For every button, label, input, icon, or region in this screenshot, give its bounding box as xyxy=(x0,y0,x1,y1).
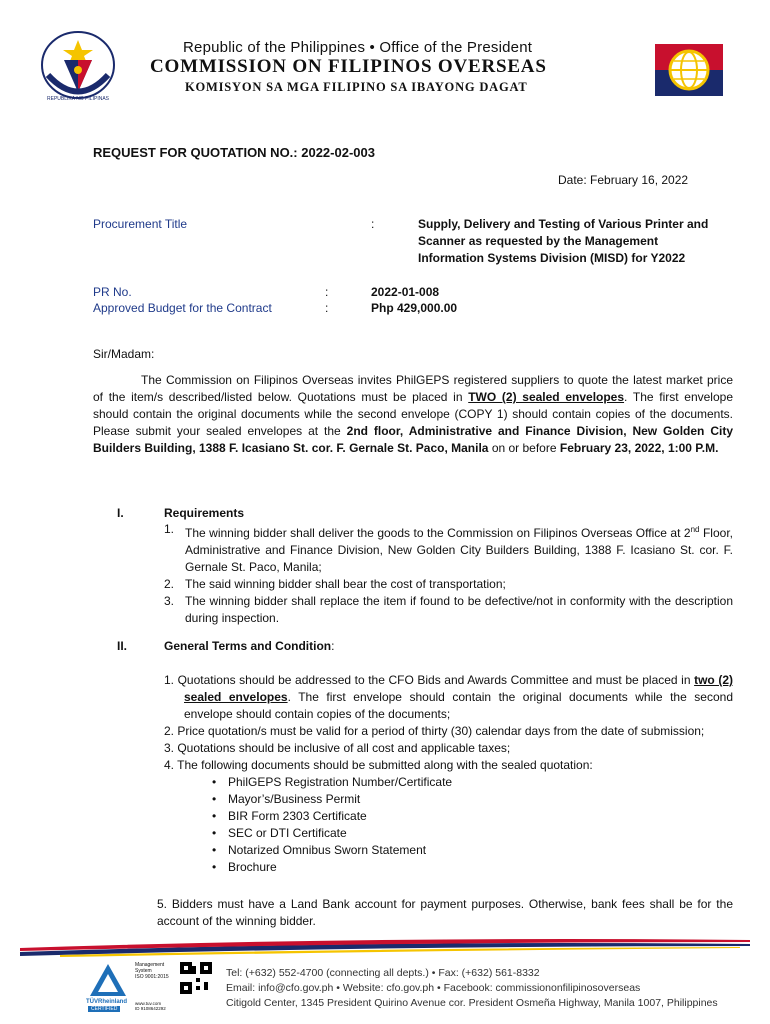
footer-contact xyxy=(226,966,718,1011)
cert-url: www.tuv.com xyxy=(135,1001,162,1006)
section-1-number: I. xyxy=(117,506,124,520)
pr-no-colon: : xyxy=(325,285,329,299)
submission-address: 2nd floor, Administrative and Finance Division, New Golden City Builders Building, 1388 F. Icasiano St. cor. F. Gernale St. Paco, Manila xyxy=(93,424,733,455)
philippine-seal-icon xyxy=(38,30,118,104)
footer-email-web: Email: info@cfo.gov.ph • Website: cfo.gov.ph • Facebook: commissiononfilipinosoverseas xyxy=(226,982,641,994)
list-item: • PhilGEPS Registration Number/Certificate xyxy=(206,774,733,791)
procurement-title-value: Supply, Delivery and Testing of Various Printer and Scanner as requested by the Management Information Systems Division (MISD) for Y2022 xyxy=(418,217,709,265)
list-item: • Brochure xyxy=(206,859,733,876)
cert-label-2: System xyxy=(135,968,152,974)
section-2-number: II. xyxy=(117,639,128,653)
footer-swoosh-divider xyxy=(20,936,750,958)
pr-no-value: 2022-01-008 xyxy=(371,285,440,299)
cfo-globe-logo-icon xyxy=(655,44,723,96)
section-2-title: General Terms and Condition: xyxy=(164,639,335,653)
invitation-paragraph: The Commission on Filipinos Overseas invites PhilGEPS registered suppliers to quote the latest market price of the item/s described/listed below. Quotations must be placed in TWO (2) sealed envelopes. The first envelope should contain the original documents while the second envelope (COPY 1) should contain copies of the documents. Please submit your sealed envelopes at the 2nd floor, Administrative and Finance Division, New Golden City Builders Building, 1388 F. Icasiano St. cor. F. Gernale St. Paco, Manila on or before February 23, 2022, 1:00 P.M. xyxy=(93,373,733,455)
list-item: 4. The following documents should be submitted along with the sealed quotation: xyxy=(164,758,593,772)
seal-text: REPUBLIKA NG PILIPINAS xyxy=(47,96,109,102)
qr-code-icon xyxy=(180,962,212,994)
header-commission-title: COMMISSION ON FILIPINOS OVERSEAS xyxy=(150,56,547,77)
list-item: 3. Quotations should be inclusive of all cost and applicable taxes; xyxy=(164,741,511,755)
list-item: 1. The winning bidder shall deliver the goods to the Commission on Filipinos Overseas Office at 2nd Floor, Administrative and Finance Division, New Golden City Builders Building, 1388 F. Icasiano St. cor. F. Gernale St. Paco, Manila; xyxy=(164,522,733,574)
rfq-date: Date: February 16, 2022 xyxy=(558,173,689,187)
list-item: • BIR Form 2303 Certificate xyxy=(206,808,733,825)
footer-phone: Tel: (+632) 552-4700 (connecting all depts.) • Fax: (+632) 561-8332 xyxy=(226,967,540,979)
footer-address: Citigold Center, 1345 President Quirino Avenue cor. President Osmeña Highway, Manila 1007, Philippines xyxy=(226,997,718,1009)
header-line-republic: Republic of the Philippines • Office of the President xyxy=(183,39,533,56)
abc-label: Approved Budget for the Contract xyxy=(93,301,272,315)
procurement-title-label: Procurement Title xyxy=(93,217,188,231)
list-item: • Mayor’s/Business Permit xyxy=(206,791,733,808)
section-1-title: Requirements xyxy=(164,506,245,520)
cert-iso: ISO 9001:2015 xyxy=(135,974,169,980)
list-item: 2. The said winning bidder shall bear the cost of transportation; xyxy=(164,577,506,591)
header-komisyon: KOMISYON SA MGA FILIPINO SA IBAYONG DAGAT xyxy=(185,80,528,94)
rfq-title: REQUEST FOR QUOTATION NO.: 2022-02-003 xyxy=(93,145,375,160)
list-item: 2. Price quotation/s must be valid for a period of thirty (30) calendar days from the date of submission; xyxy=(164,724,705,738)
abc-colon: : xyxy=(325,301,329,315)
pr-no-label: PR No. xyxy=(93,285,132,299)
tuv-certified: CERTIFIED xyxy=(88,1006,120,1012)
list-item: • SEC or DTI Certificate xyxy=(206,825,733,842)
list-item: 5. Bidders must have a Land Bank account for payment purposes. Otherwise, bank fees shall be for the account of the winning bidder. xyxy=(157,897,733,928)
abc-value: Php 429,000.00 xyxy=(371,301,458,315)
required-documents-list xyxy=(206,774,733,876)
list-item: 3. The winning bidder shall replace the item if found to be defective/not in conformity with the description during inspection. xyxy=(164,594,733,625)
salutation: Sir/Madam: xyxy=(93,347,155,361)
list-item: • Notarized Omnibus Sworn Statement xyxy=(206,842,733,859)
list-item: 1. Quotations should be addressed to the CFO Bids and Awards Committee and must be placed in two (2) sealed envelopes. The first envelope should contain the original documents while the second envelope should contain copies of the documents; xyxy=(164,673,733,721)
terms-list xyxy=(164,672,733,876)
tuv-brand: TÜVRheinland xyxy=(86,999,128,1005)
submission-deadline: February 23, 2022, 1:00 P.M. xyxy=(559,441,719,455)
tuv-triangle-icon xyxy=(88,962,128,998)
requirements-list xyxy=(164,521,733,627)
two-sealed-envelopes: TWO (2) sealed envelopes xyxy=(468,390,625,404)
procurement-title-colon: : xyxy=(371,217,375,231)
cert-label-1: Management xyxy=(135,962,165,968)
cert-id: ID 9108642292 xyxy=(135,1006,166,1011)
